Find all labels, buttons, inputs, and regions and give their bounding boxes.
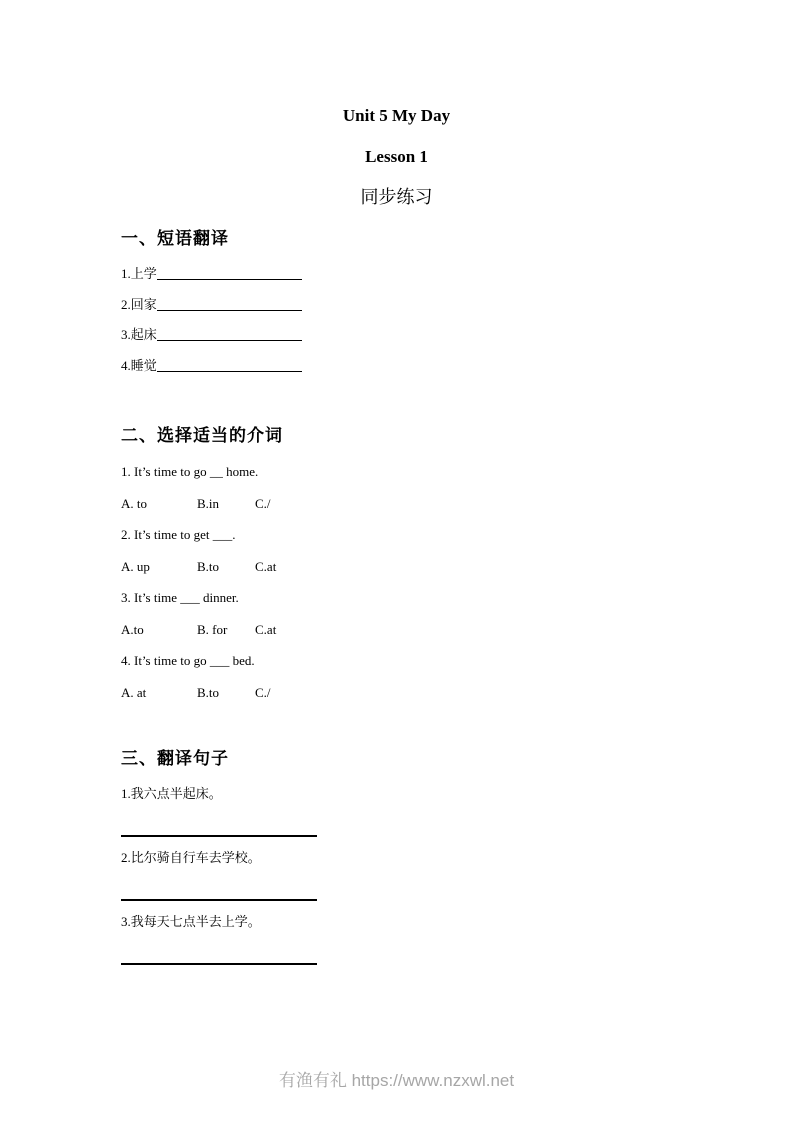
unit-title: Unit 5 My Day xyxy=(342,106,451,125)
question-options xyxy=(121,488,693,520)
phrase-item xyxy=(121,259,693,290)
section-phrase-translation xyxy=(121,218,693,381)
option-a: A. at xyxy=(121,684,147,700)
option-a: A. to xyxy=(121,495,147,511)
question-options xyxy=(121,551,693,583)
phrase-label: 1.上学 xyxy=(121,266,157,281)
option-a: A.to xyxy=(121,621,144,637)
sentence-prompt: 1.我六点半起床。 xyxy=(121,786,222,801)
option-c: C./ xyxy=(255,684,271,700)
phrase-label: 2.回家 xyxy=(121,296,157,312)
worksheet-body xyxy=(121,218,693,965)
question-options xyxy=(121,614,693,646)
phrase-item xyxy=(121,290,693,321)
sentence-prompt: 2.比尔骑自行车去学校。 xyxy=(121,850,261,865)
answer-blank xyxy=(157,327,302,341)
option-b: B.to xyxy=(197,684,220,700)
worksheet-header xyxy=(0,0,793,218)
option-b: B.in xyxy=(197,495,220,511)
option-c: C.at xyxy=(255,558,277,574)
worksheet-subtitle: 同步练习 xyxy=(360,187,433,207)
section-choose-preposition xyxy=(121,415,693,708)
answer-blank xyxy=(157,358,302,372)
section-heading: 三、翻译句子 xyxy=(121,749,229,768)
section-heading: 一、短语翻译 xyxy=(121,229,229,248)
option-b: B.to xyxy=(197,558,220,574)
answer-line xyxy=(121,899,317,901)
option-b: B. for xyxy=(197,621,228,637)
answer-line xyxy=(121,835,317,837)
phrase-item xyxy=(121,351,693,382)
section-heading: 二、选择适当的介词 xyxy=(121,426,283,445)
answer-blank xyxy=(157,297,302,311)
answer-line xyxy=(121,963,317,965)
question-prompt: 4. It’s time to go ___ bed. xyxy=(121,653,255,668)
option-c: C./ xyxy=(255,495,271,511)
question-prompt: 2. It’s time to get ___. xyxy=(121,527,236,542)
answer-blank xyxy=(157,266,302,280)
lesson-title: Lesson 1 xyxy=(365,147,428,166)
footer-watermark-text: 有渔有礼 https://www.nzxwl.net xyxy=(278,1071,515,1090)
question-options xyxy=(121,677,693,709)
sentence-prompt: 3.我每天七点半去上学。 xyxy=(121,914,261,929)
option-a: A. up xyxy=(121,558,150,574)
question-prompt: 3. It’s time ___ dinner. xyxy=(121,590,239,605)
option-c: C.at xyxy=(255,621,277,637)
phrase-item xyxy=(121,320,693,351)
phrase-label: 4.睡觉 xyxy=(121,357,157,373)
phrase-label: 3.起床 xyxy=(121,327,157,342)
section-translate-sentences xyxy=(121,738,693,965)
page-footer xyxy=(0,1066,793,1091)
question-prompt: 1. It’s time to go __ home. xyxy=(121,464,259,479)
